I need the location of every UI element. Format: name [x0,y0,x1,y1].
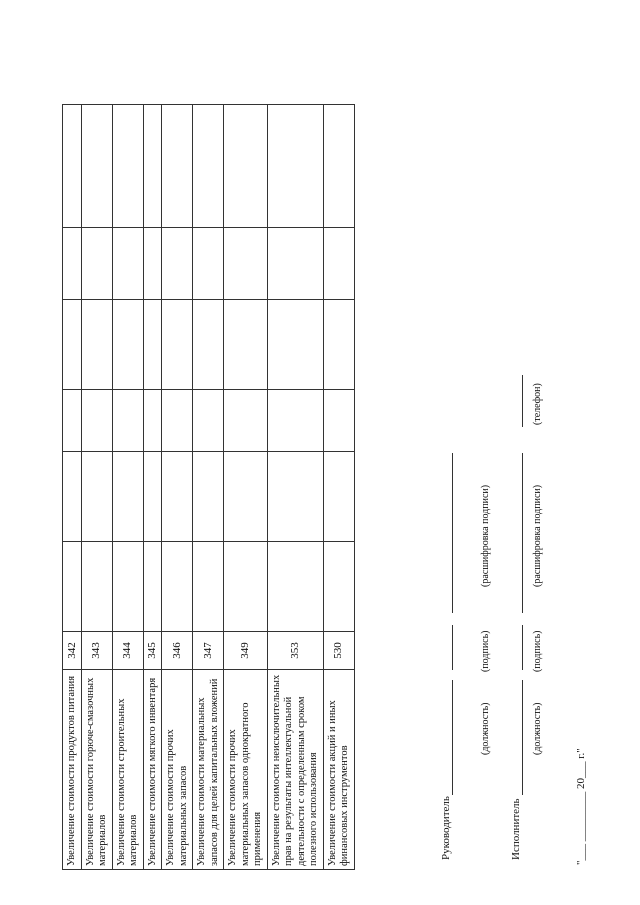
empty-value-cell[interactable] [112,542,143,632]
head-signature-line[interactable] [452,625,453,670]
table-row [112,105,143,870]
empty-value-cell[interactable] [81,105,112,228]
empty-value-cell[interactable] [224,452,268,542]
row-name: Увеличение стоимости строительных материалов [112,670,143,870]
row-code: 347 [193,632,224,670]
empty-value-cell[interactable] [162,542,193,632]
empty-value-cell[interactable] [323,542,354,632]
head-label: Руководитель [440,796,452,860]
empty-value-cell[interactable] [143,542,162,632]
row-code: 530 [323,632,354,670]
row-name: Увеличение стоимости прочих материальных запасов [162,670,193,870]
empty-value-cell[interactable] [63,390,82,452]
empty-value-cell[interactable] [112,390,143,452]
empty-value-cell[interactable] [63,228,82,300]
empty-value-cell[interactable] [112,105,143,228]
table-row [323,105,354,870]
head-position-line[interactable] [452,680,453,795]
empty-value-cell[interactable] [224,390,268,452]
empty-value-cell[interactable] [224,105,268,228]
empty-value-cell[interactable] [112,228,143,300]
empty-value-cell[interactable] [267,105,323,228]
empty-value-cell[interactable] [63,452,82,542]
empty-value-cell[interactable] [224,300,268,390]
empty-value-cell[interactable] [162,390,193,452]
empty-value-cell[interactable] [267,390,323,452]
row-name: Увеличение стоимости прочих материальных запасов однократного применения [224,670,268,870]
empty-value-cell[interactable] [81,452,112,542]
table-row [224,105,268,870]
executor-position-line[interactable] [522,680,523,795]
empty-value-cell[interactable] [143,228,162,300]
row-name: Увеличение стоимости мягкого инвентаря [143,670,162,870]
empty-value-cell[interactable] [267,452,323,542]
empty-value-cell[interactable] [323,228,354,300]
executor-phone-line[interactable] [522,375,523,427]
row-name: Увеличение стоимости материальных запасов для целей капитальных вложений [193,670,224,870]
empty-value-cell[interactable] [162,105,193,228]
empty-value-cell[interactable] [81,542,112,632]
empty-value-cell[interactable] [81,390,112,452]
report-table [62,104,355,870]
empty-value-cell[interactable] [63,300,82,390]
empty-value-cell[interactable] [193,390,224,452]
empty-value-cell[interactable] [112,300,143,390]
row-name: Увеличение стоимости неисключительных прав на результаты интеллектуальной деятельности с определенным сроком полезного использования [267,670,323,870]
empty-value-cell[interactable] [143,452,162,542]
empty-value-cell[interactable] [63,542,82,632]
table-row [193,105,224,870]
executor-signature-line[interactable] [522,625,523,670]
table-row [143,105,162,870]
empty-value-cell[interactable] [193,105,224,228]
empty-value-cell[interactable] [143,105,162,228]
empty-value-cell[interactable] [143,390,162,452]
row-name: Увеличение стоимости акций и иных финансовых инструментов [323,670,354,870]
empty-value-cell[interactable] [267,228,323,300]
executor-decode-line[interactable] [522,453,523,613]
empty-value-cell[interactable] [162,452,193,542]
executor-signature-caption: (подпись) [532,630,543,672]
empty-value-cell[interactable] [193,228,224,300]
empty-value-cell[interactable] [162,300,193,390]
head-decode-line[interactable] [452,453,453,613]
row-name: Увеличение стоимости горюче-смазочных материалов [81,670,112,870]
executor-position-caption: (должность) [532,702,543,755]
empty-value-cell[interactable] [63,105,82,228]
empty-value-cell[interactable] [323,300,354,390]
empty-value-cell[interactable] [224,542,268,632]
empty-value-cell[interactable] [81,228,112,300]
empty-value-cell[interactable] [323,105,354,228]
date-line[interactable]: "___ _________ 20___ г." [575,748,587,865]
table-row [63,105,82,870]
empty-value-cell[interactable] [193,452,224,542]
empty-value-cell[interactable] [112,452,143,542]
table-body [63,105,355,870]
empty-value-cell[interactable] [323,452,354,542]
row-code: 349 [224,632,268,670]
empty-value-cell[interactable] [81,300,112,390]
executor-phone-caption: (телефон) [532,383,543,425]
empty-value-cell[interactable] [143,300,162,390]
table-row [267,105,323,870]
executor-decode-caption: (расшифровка подписи) [532,484,543,587]
row-code: 343 [81,632,112,670]
row-code: 342 [63,632,82,670]
row-code: 353 [267,632,323,670]
empty-value-cell[interactable] [162,228,193,300]
head-position-caption: (должность) [480,702,491,755]
row-code: 346 [162,632,193,670]
empty-value-cell[interactable] [267,300,323,390]
row-code: 344 [112,632,143,670]
row-code: 345 [143,632,162,670]
empty-value-cell[interactable] [193,300,224,390]
empty-value-cell[interactable] [193,542,224,632]
table-row [81,105,112,870]
head-decode-caption: (расшифровка подписи) [480,484,491,587]
head-signature-caption: (подпись) [480,630,491,672]
executor-label: Исполнитель [510,798,522,860]
empty-value-cell[interactable] [224,228,268,300]
empty-value-cell[interactable] [267,542,323,632]
table-row [162,105,193,870]
empty-value-cell[interactable] [323,390,354,452]
row-name: Увеличение стоимости продуктов питания [63,670,82,870]
